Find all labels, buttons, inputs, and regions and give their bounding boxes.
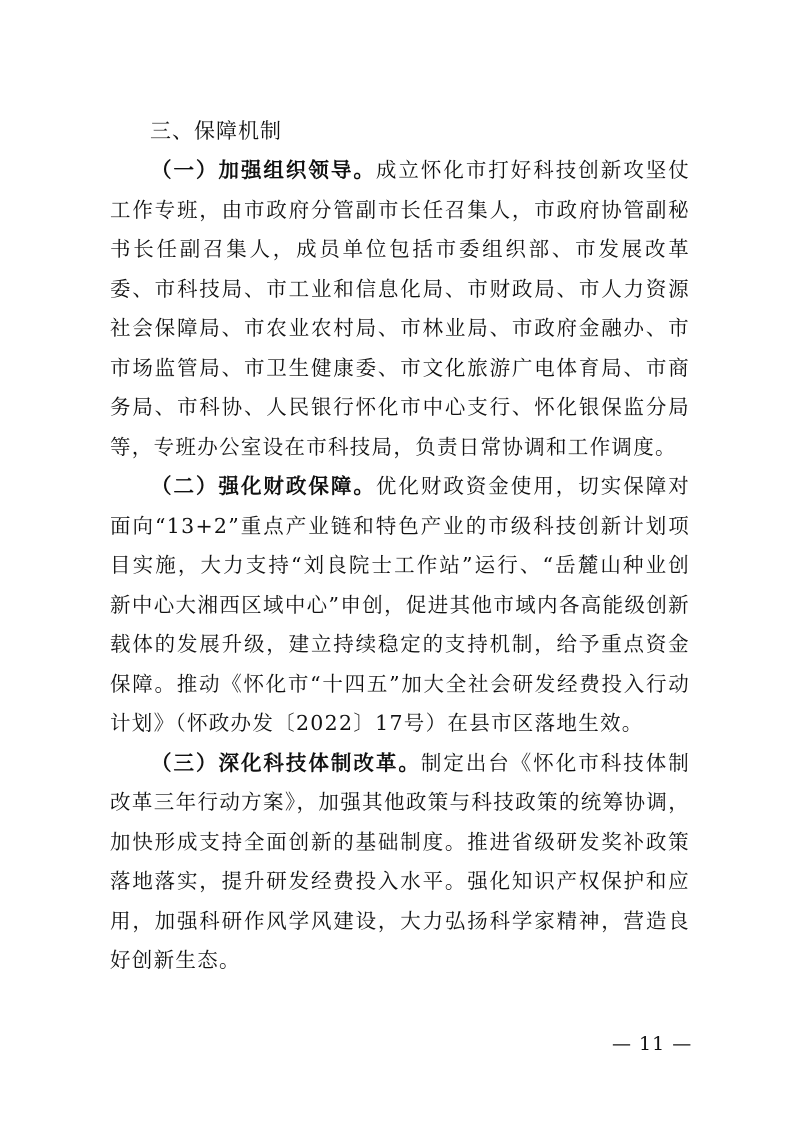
paragraph-body: 制定出台《怀化市科技体制改革三年行动方案》，加强其他政策与科技政策的统筹协调，加快形成支持全面创新的基础制度。推进省级研发奖补政策落地落实，提升研发经费投入水平。强化知识产权保护和应用，加强科研作风学风建设，大力弘扬科学家精神，营造良好创新生态。 (110, 750, 690, 972)
paragraph-lead: （二）强化财政保障。 (151, 474, 376, 498)
paragraph-finance (110, 467, 690, 744)
paragraph-reform (110, 744, 690, 981)
paragraph-body: 成立怀化市打好科技创新攻坚仗工作专班，由市政府分管副市长任召集人，市政府协管副秘书长任副召集人，成员单位包括市委组织部、市发展改革委、市科技局、市工业和信息化局、市财政局、市人力资源社会保障局、市农业农村局、市林业局、市政府金融办、市市场监管局、市卫生健康委、市文化旅游广电体育局、市商务局、市科协、人民银行怀化市中心支行、怀化银保监分局等，专班办公室设在市科技局，负责日常协调和工作调度。 (110, 158, 691, 459)
document-page (110, 112, 690, 981)
paragraph-organization (110, 151, 690, 467)
section-heading: 三、保障机制 (150, 119, 282, 143)
page-number: — 11 — (612, 1033, 693, 1055)
paragraph-lead: （一）加强组织领导。 (151, 158, 376, 182)
paragraph-lead: （三）深化科技体制改革。 (151, 750, 421, 775)
paragraph-body: 优化财政资金使用，切实保障对面向“13+2”重点产业链和特色产业的市级科技创新计划项目实施，大力支持“刘良院士工作站”运行、“岳麓山种业创新中心大湘西区域中心”申创，促进其他市域内各高能级创新载体的发展升级，建立持续稳定的支持机制，给予重点资金保障。推动《怀化市“十四五”加大全社会研发经费投入行动计划》（怀政办发〔2022〕17号）在县市区落地生效。 (110, 474, 691, 735)
